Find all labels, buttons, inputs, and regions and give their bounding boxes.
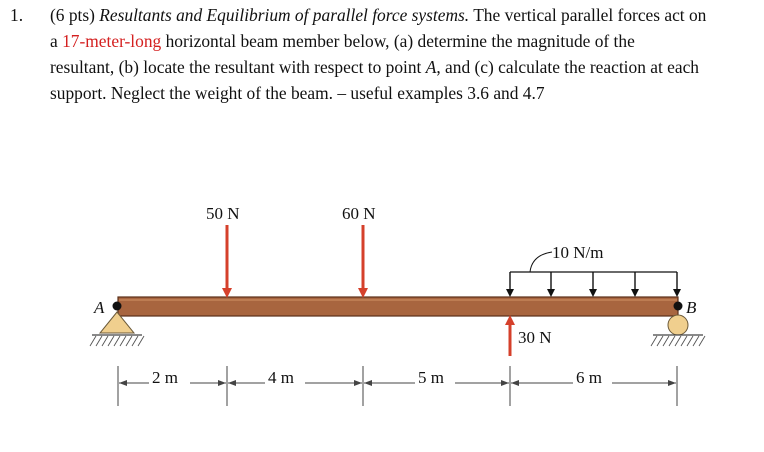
- roller-support-b: [651, 315, 705, 346]
- problem-line-2-pre: a: [50, 31, 58, 51]
- problem-line-1-rest: The vertical parallel forces act on: [473, 5, 707, 25]
- pin-support-a: [90, 312, 144, 346]
- beam-length-highlight: 17-meter-long: [62, 31, 162, 51]
- force-50n-label: 50 N: [206, 204, 240, 223]
- problem-line-3-post: , and (c) calculate the reaction at each: [436, 57, 699, 77]
- force-30n-label: 30 N: [518, 328, 552, 347]
- point-b-label: B: [686, 298, 697, 317]
- point-a-marker: [113, 302, 122, 311]
- force-60n-label: 60 N: [342, 204, 376, 223]
- problem-line-3-pre: resultant, (b) locate the resultant with respect to point: [50, 57, 422, 77]
- dim-label-3: 5 m: [418, 368, 444, 387]
- problem-line-2-post: horizontal beam member below, (a) determine the magnitude of the: [165, 31, 635, 51]
- point-a-reference: A: [425, 57, 437, 77]
- point-a-label: A: [94, 298, 105, 317]
- problem-title: Resultants and Equilibrium of parallel force systems.: [99, 5, 470, 25]
- dim-label-1: 2 m: [152, 368, 178, 387]
- problem-line-4-text: support. Neglect the weight of the beam. – useful examples 3.6 and 4.7: [50, 83, 545, 103]
- problem-number: 1.: [10, 5, 24, 25]
- dim-label-4: 6 m: [576, 368, 602, 387]
- dim-label-2: 4 m: [268, 368, 294, 387]
- point-b-marker: [674, 302, 683, 311]
- dist-load-label: 10 N/m: [552, 243, 604, 262]
- problem-points: (6 pts): [50, 5, 95, 25]
